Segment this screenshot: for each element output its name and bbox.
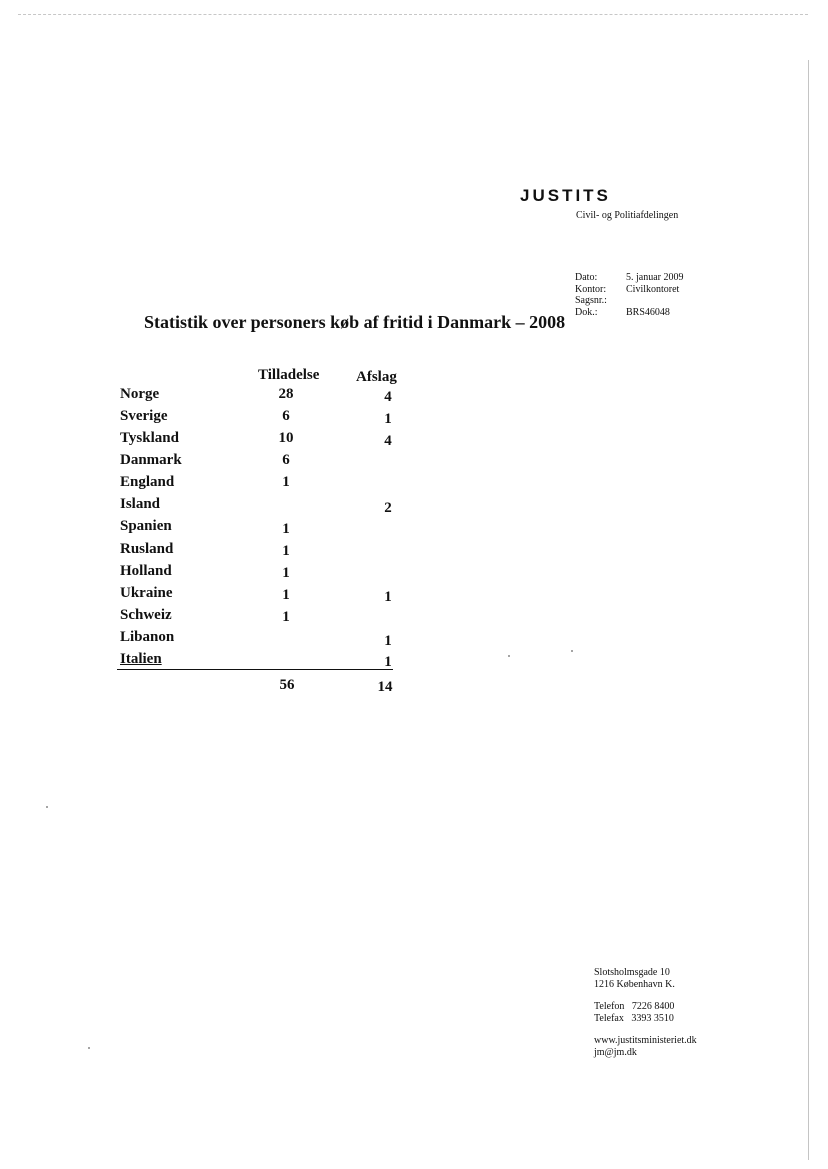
scan-border-top [18, 14, 808, 15]
logo: JUSTITS [520, 186, 611, 205]
total-tilladelse: 56 [279, 677, 295, 693]
row-country: Island [120, 496, 161, 512]
meta-doc-value: BRS46048 [626, 306, 670, 318]
row-tilladelse: 10 [278, 430, 294, 446]
table-row [116, 541, 406, 561]
row-afslag: 1 [384, 589, 392, 605]
address-email: jm@jm.dk [594, 1046, 637, 1058]
row-country: Ukraine [120, 585, 173, 601]
row-country: Italien [120, 651, 162, 667]
meta-doc-label: Dok.: [575, 306, 598, 318]
row-tilladelse: 1 [282, 609, 290, 625]
address-phone [594, 1001, 697, 1013]
phone-label: Telefon [594, 1001, 625, 1012]
scan-speck [508, 655, 510, 657]
row-country: Libanon [120, 629, 175, 645]
meta-office-value: Civilkontoret [626, 283, 680, 295]
total-afslag: 14 [377, 679, 393, 695]
address-web: www.justitsministeriet.dk [594, 1035, 697, 1046]
row-tilladelse: 6 [282, 408, 290, 424]
document-metadata [575, 272, 684, 318]
page-title: Statistik over personers køb af fritid i Danmark – 2008 [144, 312, 566, 332]
column-header-tilladelse: Tilladelse [258, 367, 320, 383]
column-header-afslag: Afslag [356, 369, 397, 385]
table-row [116, 607, 406, 627]
department-name: Civil- og Politiafdelingen [576, 210, 679, 221]
table-row [116, 474, 406, 494]
row-tilladelse: 28 [278, 386, 294, 402]
table-row [116, 629, 406, 649]
row-country: Danmark [120, 452, 182, 468]
contact-address [594, 967, 697, 1058]
row-country: Spanien [120, 518, 172, 534]
meta-date [575, 272, 684, 284]
address-fax [594, 1013, 697, 1025]
meta-case [575, 295, 684, 307]
phone-value: 7226 8400 [631, 1001, 675, 1012]
row-tilladelse: 1 [282, 521, 290, 537]
sum-divider [117, 669, 393, 670]
row-tilladelse: 6 [282, 452, 290, 468]
address-street: Slotsholmsgade 10 [594, 967, 670, 978]
meta-office-label: Kontor: [575, 283, 607, 295]
table-row [116, 563, 406, 583]
table-row [116, 452, 406, 472]
table-row [116, 585, 406, 605]
row-tilladelse: 1 [282, 565, 290, 581]
fax-label: Telefax [594, 1012, 624, 1024]
table-row [116, 408, 406, 428]
row-afslag: 4 [384, 433, 392, 449]
row-afslag: 1 [384, 411, 392, 427]
address-city: 1216 København K. [594, 978, 675, 990]
table-row [116, 386, 406, 406]
row-country: Rusland [120, 541, 174, 557]
row-country: England [120, 474, 175, 490]
row-tilladelse: 1 [282, 587, 290, 603]
scan-speck [46, 806, 48, 808]
row-country: Norge [120, 386, 160, 402]
table-row [116, 496, 406, 516]
table-row [116, 430, 406, 450]
scan-speck [571, 650, 573, 652]
meta-office [575, 284, 684, 296]
totals-row [116, 677, 406, 697]
scan-speck [88, 1047, 90, 1049]
row-country: Tyskland [120, 430, 179, 446]
row-afslag: 1 [384, 633, 392, 649]
meta-doc [575, 307, 684, 319]
meta-case-label: Sagsnr.: [575, 295, 607, 306]
row-country: Holland [120, 563, 172, 579]
scan-border-right [808, 60, 809, 1160]
meta-date-value: 5. januar 2009 [626, 272, 684, 283]
row-afslag: 4 [384, 389, 392, 405]
row-afslag: 1 [384, 654, 392, 670]
table-row [116, 651, 406, 671]
row-country: Sverige [120, 408, 168, 424]
row-tilladelse: 1 [282, 543, 290, 559]
fax-value: 3393 3510 [631, 1012, 674, 1024]
table-row [116, 518, 406, 538]
meta-date-label: Dato: [575, 272, 598, 283]
row-tilladelse: 1 [282, 474, 290, 490]
row-afslag: 2 [384, 500, 392, 516]
row-country: Schweiz [120, 607, 172, 623]
